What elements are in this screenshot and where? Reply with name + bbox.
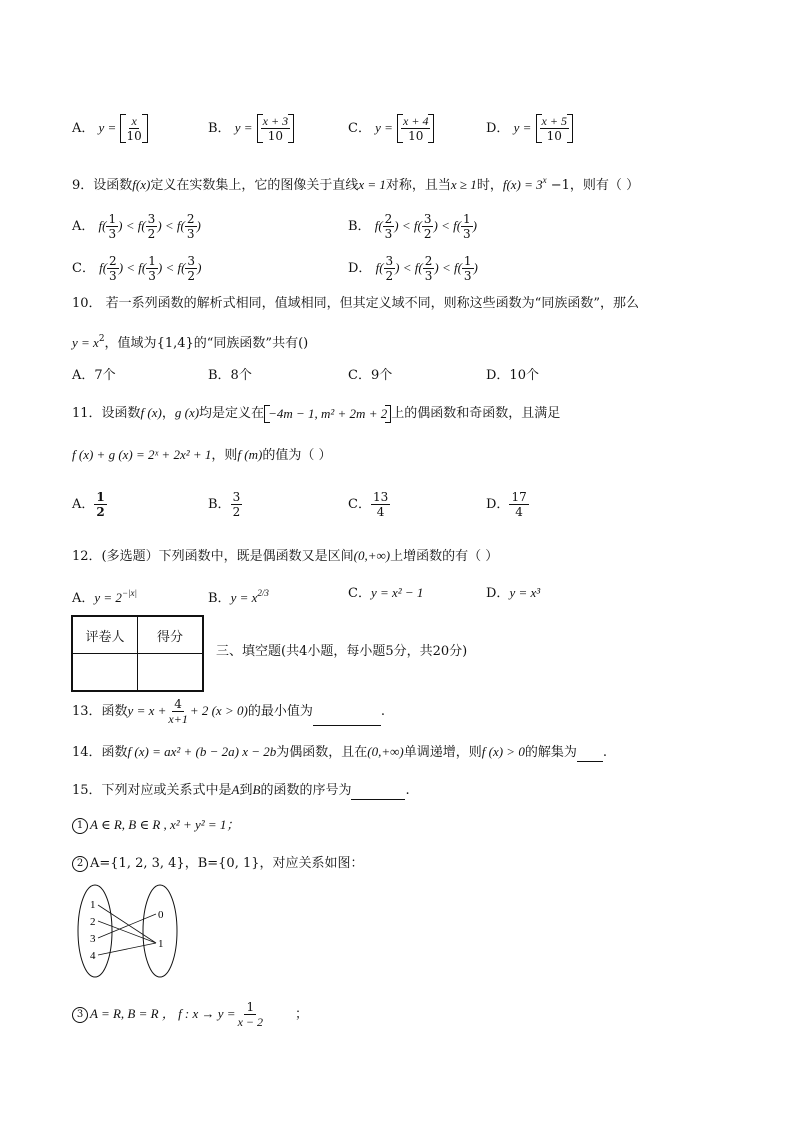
- score-table-header-grader: 评卷人: [72, 616, 138, 654]
- q11-option-d: D． $\frac{17}{4}$: [486, 490, 527, 519]
- q13: 13．函数y = x + $\frac{4}{x+1}$ + 2 (x > 0)的最小值为 .: [72, 697, 385, 726]
- q15-item-3: 3 A = R, B = R ， f : x → y = $\frac{1}{x - 2}$ ；: [72, 1000, 308, 1029]
- circled-number-1: 1: [72, 818, 88, 834]
- left-element-1: 1: [90, 899, 96, 911]
- q10-stem: 10． 若一系列函数的解析式相同，值域相同，但其定义域不同，则称这些函数为“同族函数”，那么: [72, 296, 639, 311]
- q11-option-c: C． $\frac{13}{4}$: [348, 490, 389, 519]
- q10-option-d: D．10个: [486, 368, 539, 383]
- q11-option-b: B． $\frac{3}{2}$: [208, 490, 241, 519]
- left-element-4: 4: [90, 950, 96, 962]
- q9-option-d: D． f( $\frac{3}{2}$ ) < f( $\frac{2}{3}$ ) < f( $\frac{1}{3}$ ): [348, 254, 478, 283]
- section-title: 三、填空题(共4小题，每小题5分，共20分): [216, 644, 468, 659]
- q8-option-b: B． y = x + 3 10: [208, 114, 294, 143]
- q12-stem: 12．(多选题）下列函数中，既是偶函数又是区间(0,+∞)上增函数的有（ ）: [72, 548, 499, 564]
- q9-option-b: B． f( $\frac{2}{3}$ ) < f( $\frac{3}{2}$ ) < f( $\frac{1}{3}$ ): [348, 212, 478, 241]
- q12-option-c: C．y = x² − 1: [348, 585, 424, 601]
- circled-number-3: 3: [72, 1007, 88, 1023]
- left-element-2: 2: [90, 916, 96, 928]
- q11-option-a: A． $\frac{1}{2}$: [72, 490, 105, 519]
- q13-answer-blank[interactable]: [313, 725, 381, 726]
- right-element-0: 0: [158, 909, 164, 921]
- q14-answer-blank[interactable]: [577, 761, 603, 762]
- q10-option-c: C．9个: [348, 368, 393, 383]
- q8-option-a: A． y = x 10: [72, 114, 148, 143]
- q8-option-c: C． y = x + 4 10: [348, 114, 434, 143]
- q10-option-a: A．7个: [72, 368, 116, 383]
- arrow-3-to-0: [98, 914, 156, 938]
- q15-answer-blank[interactable]: [351, 799, 405, 800]
- q9-option-c: C． f( $\frac{2}{3}$ ) < f( $\frac{1}{3}$ ) < f( $\frac{3}{2}$ ): [72, 254, 202, 283]
- q14: 14．函数f (x) = ax² + (b − 2a) x − 2b为偶函数，且在(0,+∞)单调递增，则f (x) > 0的解集为 .: [72, 744, 607, 760]
- q10-stem-2: $y = x^2$，值域为{1,4}的“同族函数”共有(): [72, 334, 309, 351]
- q11-stem-2: f (x) + g (x) = 2ˣ + 2x² + 1，则f (m)的值为（ ）: [72, 447, 332, 463]
- q9-option-a: A． f( $\frac{1}{3}$ ) < f( $\frac{3}{2}$ ) < f( $\frac{2}{3}$ ): [72, 212, 201, 241]
- q10-option-b: B．8个: [208, 368, 252, 383]
- q12-option-a: A．$y = 2^{-|x|}$: [72, 588, 137, 606]
- q15-item-2: 2 A={1, 2, 3, 4}，B={0, 1}，对应关系如图：: [72, 855, 364, 873]
- score-table-header-score: 得分: [138, 616, 204, 654]
- left-element-3: 3: [90, 933, 96, 945]
- q8-option-d: D． y = x + 5 10: [486, 114, 573, 143]
- q9-stem: 9．设函数f(x)定义在实数集上，它的图像关于直线x = 1对称，且当x ≥ 1时，$f(x) = 3^x -1$，则有（ ）: [72, 175, 640, 193]
- score-table: [71, 615, 204, 692]
- score-table-score-cell[interactable]: [138, 654, 204, 692]
- arrow-4-to-1: [98, 943, 156, 955]
- score-table-grader-cell[interactable]: [72, 654, 138, 692]
- q12-option-d: D．y = x³: [486, 585, 541, 601]
- q11-stem: 11．设函数f (x)，g (x)均是定义在 −4m − 1, m² + 2m + 2 上的偶函数和奇函数，且满足: [72, 405, 561, 421]
- mapping-diagram: [70, 880, 180, 982]
- q12-option-b: B．$y = x^{2/3}$: [208, 588, 269, 606]
- q15-item-1: 1 A ∈ R, B ∈ R , x² + y² = 1；: [72, 816, 239, 835]
- circled-number-2: 2: [72, 856, 88, 872]
- right-element-1: 1: [158, 938, 164, 950]
- q15-stem: 15．下列对应或关系式中是A到B的函数的序号为 .: [72, 782, 410, 798]
